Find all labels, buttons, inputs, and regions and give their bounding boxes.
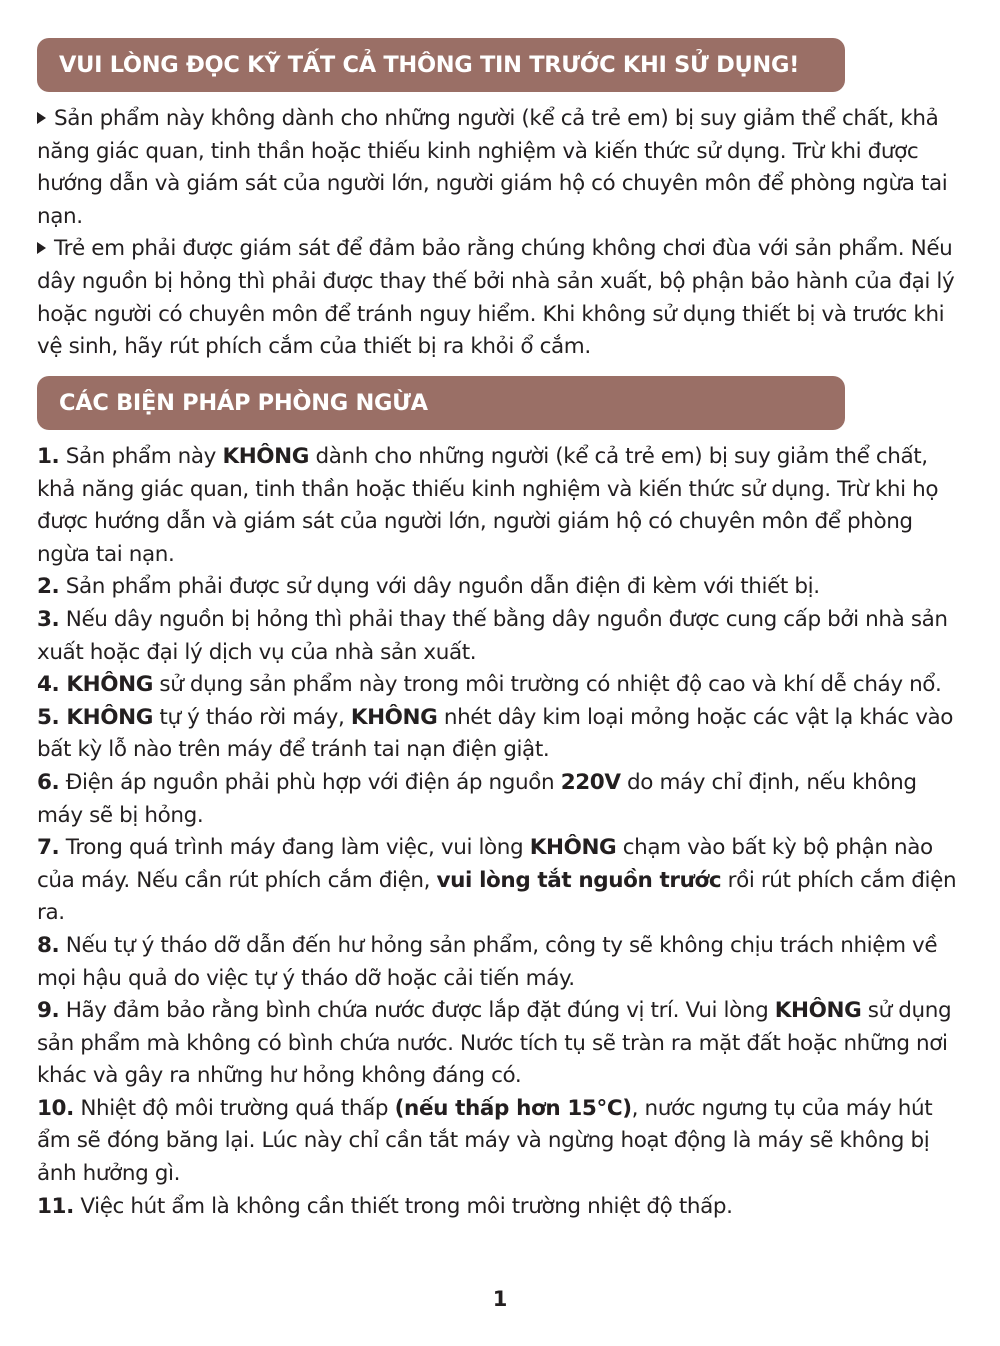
precaution-item: 5. KHÔNG tự ý tháo rời máy, KHÔNG nhét dây kim loại mỏng hoặc các vật lạ khác vào bất kỳ lỗ nào trên máy để tránh tai nạn điện giật.	[37, 704, 954, 763]
precaution-item: 3. Nếu dây nguồn bị hỏng thì phải thay thế bằng dây nguồn được cung cấp bởi nhà sản xuất hoặc đại lý dịch vụ của nhà sản xuất.	[37, 606, 948, 665]
intro-paragraph: Sản phẩm này không dành cho những người (kể cả trẻ em) bị suy giảm thể chất, khả năng giác quan, tinh thần hoặc thiếu kinh nghiệm và kiến thức sử dụng. Trừ khi được hướng dẫn và giám sát của người lớn, người giám hộ có chuyên môn để phòng ngừa tai nạn.	[37, 106, 948, 229]
precaution-item: 11. Việc hút ẩm là không cần thiết trong môi trường nhiệt độ thấp.	[37, 1193, 733, 1219]
precaution-item: 8. Nếu tự ý tháo dỡ dẫn đến hư hỏng sản phẩm, công ty sẽ không chịu trách nhiệm về mọi hậu quả do việc tự ý tháo dỡ hoặc cải tiến máy.	[37, 932, 938, 991]
precaution-item: 2. Sản phẩm phải được sử dụng với dây nguồn dẫn điện đi kèm với thiết bị.	[37, 574, 820, 600]
bullet-triangle-icon	[37, 112, 46, 124]
precautions-list	[37, 441, 967, 1223]
banner-title: CÁC BIỆN PHÁP PHÒNG NGỪA	[59, 390, 428, 416]
section-banner-precautions	[37, 376, 845, 430]
precaution-item: 6. Điện áp nguồn phải phù hợp với điện áp nguồn 220V do máy chỉ định, nếu không máy sẽ bị hỏng.	[37, 769, 917, 828]
precaution-item: 9. Hãy đảm bảo rằng bình chứa nước được lắp đặt đúng vị trí. Vui lòng KHÔNG sử dụng sản phẩm mà không có bình chứa nước. Nước tích tụ sẽ tràn ra mặt đất hoặc những nơi khác và gây ra những hư hỏng không đáng có.	[37, 998, 952, 1089]
section-banner-read-all	[37, 38, 845, 92]
intro-section	[37, 103, 967, 364]
bullet-triangle-icon	[37, 242, 46, 254]
precaution-item: 7. Trong quá trình máy đang làm việc, vui lòng KHÔNG chạm vào bất kỳ bộ phận nào của máy. Nếu cần rút phích cắm điện, vui lòng tắt nguồn trước rồi rút phích cắm điện ra.	[37, 835, 957, 926]
intro-paragraph: Trẻ em phải được giám sát để đảm bảo rằng chúng không chơi đùa với sản phẩm. Nếu dây nguồn bị hỏng thì phải được thay thế bởi nhà sản xuất, bộ phận bảo hành của đại lý hoặc người có chuyên môn để tránh nguy hiểm. Khi không sử dụng thiết bị và trước khi vệ sinh, hãy rút phích cắm của thiết bị ra khỏi ổ cắm.	[37, 236, 955, 360]
page-number: 1	[492, 1287, 508, 1311]
precaution-item: 10. Nhiệt độ môi trường quá thấp (nếu thấp hơn 15°C), nước ngưng tụ của máy hút ẩm sẽ đóng băng lại. Lúc này chỉ cần tắt máy và ngừng hoạt động là máy sẽ không bị ảnh hưởng gì.	[37, 1095, 933, 1187]
banner-title: VUI LÒNG ĐỌC KỸ TẤT CẢ THÔNG TIN TRƯỚC KHI SỬ DỤNG!	[59, 52, 800, 78]
precaution-item: 1. Sản phẩm này KHÔNG dành cho những người (kể cả trẻ em) bị suy giảm thể chất, khả năng giác quan, tinh thần hoặc thiếu kinh nghiệm và kiến thức sử dụng. Trừ khi họ được hướng dẫn và giám sát của người lớn, người giám hộ có chuyên môn để phòng ngừa tai nạn.	[37, 444, 939, 567]
precaution-item: 4. KHÔNG sử dụng sản phẩm này trong môi trường có nhiệt độ cao và khí dễ cháy nổ.	[37, 672, 942, 698]
